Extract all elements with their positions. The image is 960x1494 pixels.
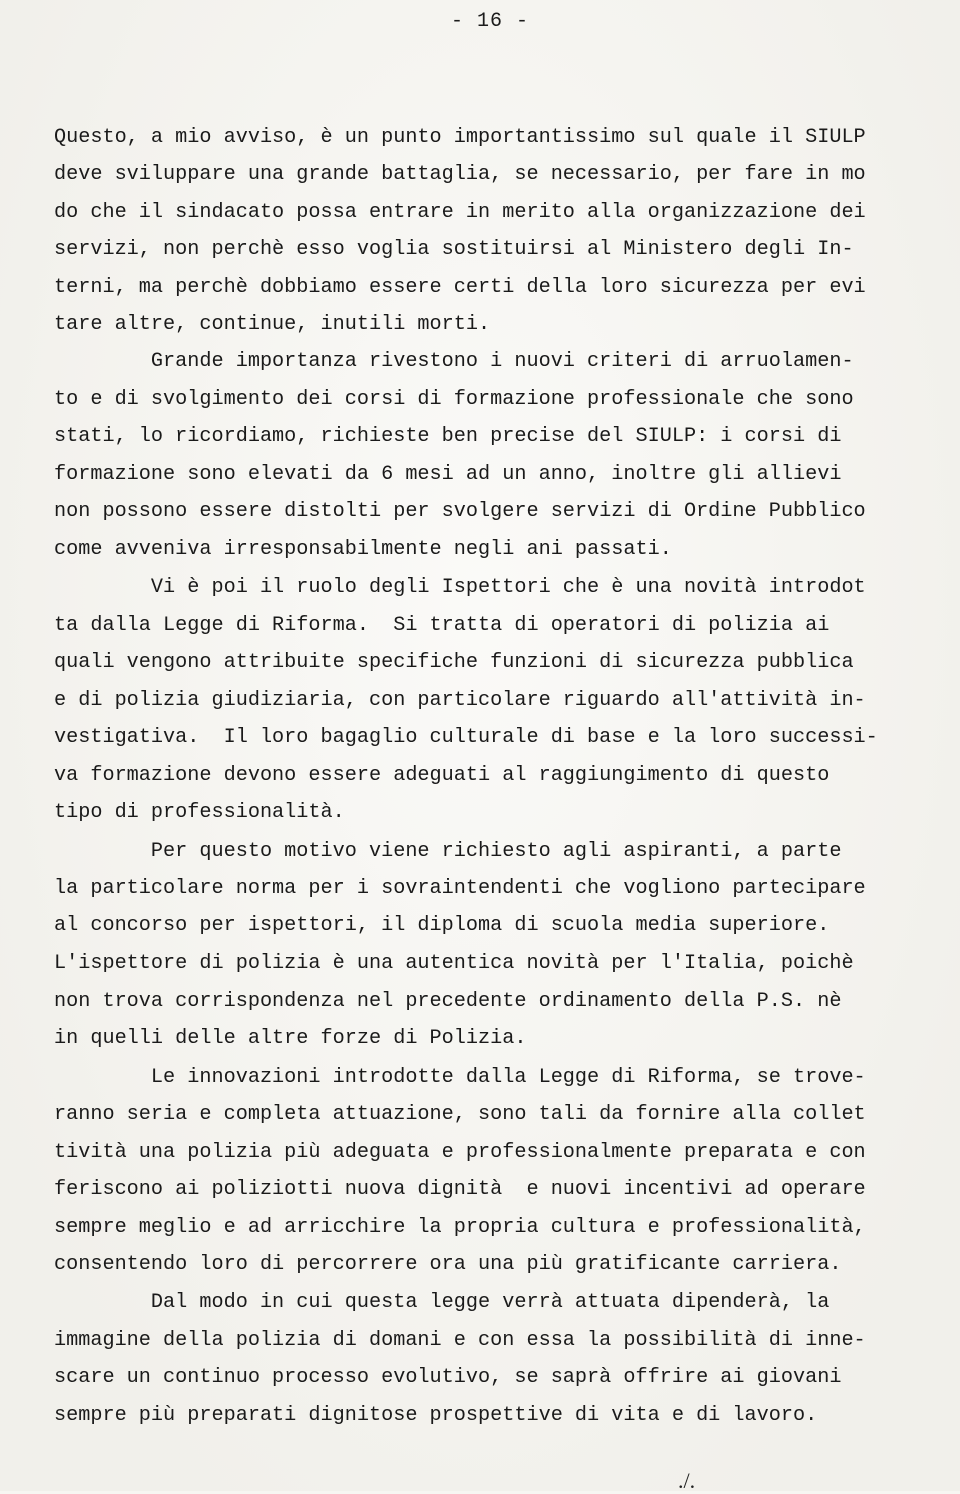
text-line: sempre meglio e ad arricchire la propria cultura e professionalità, [54,1216,866,1239]
text-line: Le innovazioni introdotte dalla Legge di Riforma, se trove- [54,1066,866,1089]
text-line: Dal modo in cui questa legge verrà attuata dipenderà, la [54,1291,830,1314]
text-line: vestigativa. Il loro bagaglio culturale di base e la loro successi- [54,726,878,749]
text-line: tare altre, continue, inutili morti. [54,313,491,336]
text-line: scare un continuo processo evolutivo, se saprà offrire ai giovani [54,1366,842,1389]
text-line: in quelli delle altre forze di Polizia. [54,1027,527,1050]
text-line: la particolare norma per i sovraintendenti che vogliono partecipare [54,877,866,900]
text-line: tività una polizia più adeguata e professionalmente preparata e con [54,1141,866,1164]
text-line: ta dalla Legge di Riforma. Si tratta di operatori di polizia ai [54,614,830,637]
text-line: Questo, a mio avviso, è un punto importantissimo sul quale il SIULP [54,126,866,149]
page-number: - 16 - [450,10,529,33]
text-line: to e di svolgimento dei corsi di formazione professionale che sono [54,388,854,411]
text-line: L'ispettore di polizia è una autentica novità per l'Italia, poichè [54,952,854,975]
text-line: feriscono ai poliziotti nuova dignità e nuovi incentivi ad operare [54,1178,866,1201]
text-line: va formazione devono essere adeguati al raggiungimento di questo [54,764,830,787]
text-line: non trova corrispondenza nel precedente ordinamento della P.S. nè [54,990,842,1013]
text-line: stati, lo ricordiamo, richieste ben precise del SIULP: i corsi di [54,425,842,448]
text-line: tipo di professionalità. [54,801,345,824]
text-line: Per questo motivo viene richiesto agli aspiranti, a parte [54,840,842,863]
text-line: do che il sindacato possa entrare in merito alla organizzazione dei [54,201,866,224]
text-line: come avveniva irresponsabilmente negli ani passati. [54,538,672,561]
continuation-mark: ./. [678,1468,696,1493]
text-line: terni, ma perchè dobbiamo essere certi della loro sicurezza per evi [54,276,866,299]
text-line: non possono essere distolti per svolgere servizi di Ordine Pubblico [54,500,866,523]
text-line: consentendo loro di percorrere ora una più gratificante carriera. [54,1253,842,1276]
text-line: immagine della polizia di domani e con essa la possibilità di inne- [54,1329,866,1352]
text-line: servizi, non perchè esso voglia sostituirsi al Ministero degli In- [54,238,854,261]
text-line: Grande importanza rivestono i nuovi criteri di arruolamen- [54,350,854,373]
text-line: ranno seria e completa attuazione, sono tali da fornire alla collet [54,1103,866,1126]
text-line: Vi è poi il ruolo degli Ispettori che è una novità introdot [54,576,866,599]
text-line: sempre più preparati dignitose prospettive di vita e di lavoro. [54,1404,818,1427]
text-line: e di polizia giudiziaria, con particolare riguardo all'attività in- [54,689,866,712]
text-line: deve sviluppare una grande battaglia, se necessario, per fare in mo [54,163,866,186]
text-line: quali vengono attribuite specifiche funzioni di sicurezza pubblica [54,651,854,674]
text-line: al concorso per ispettori, il diploma di scuola media superiore. [54,914,830,937]
text-line: formazione sono elevati da 6 mesi ad un anno, inoltre gli allievi [54,463,842,486]
